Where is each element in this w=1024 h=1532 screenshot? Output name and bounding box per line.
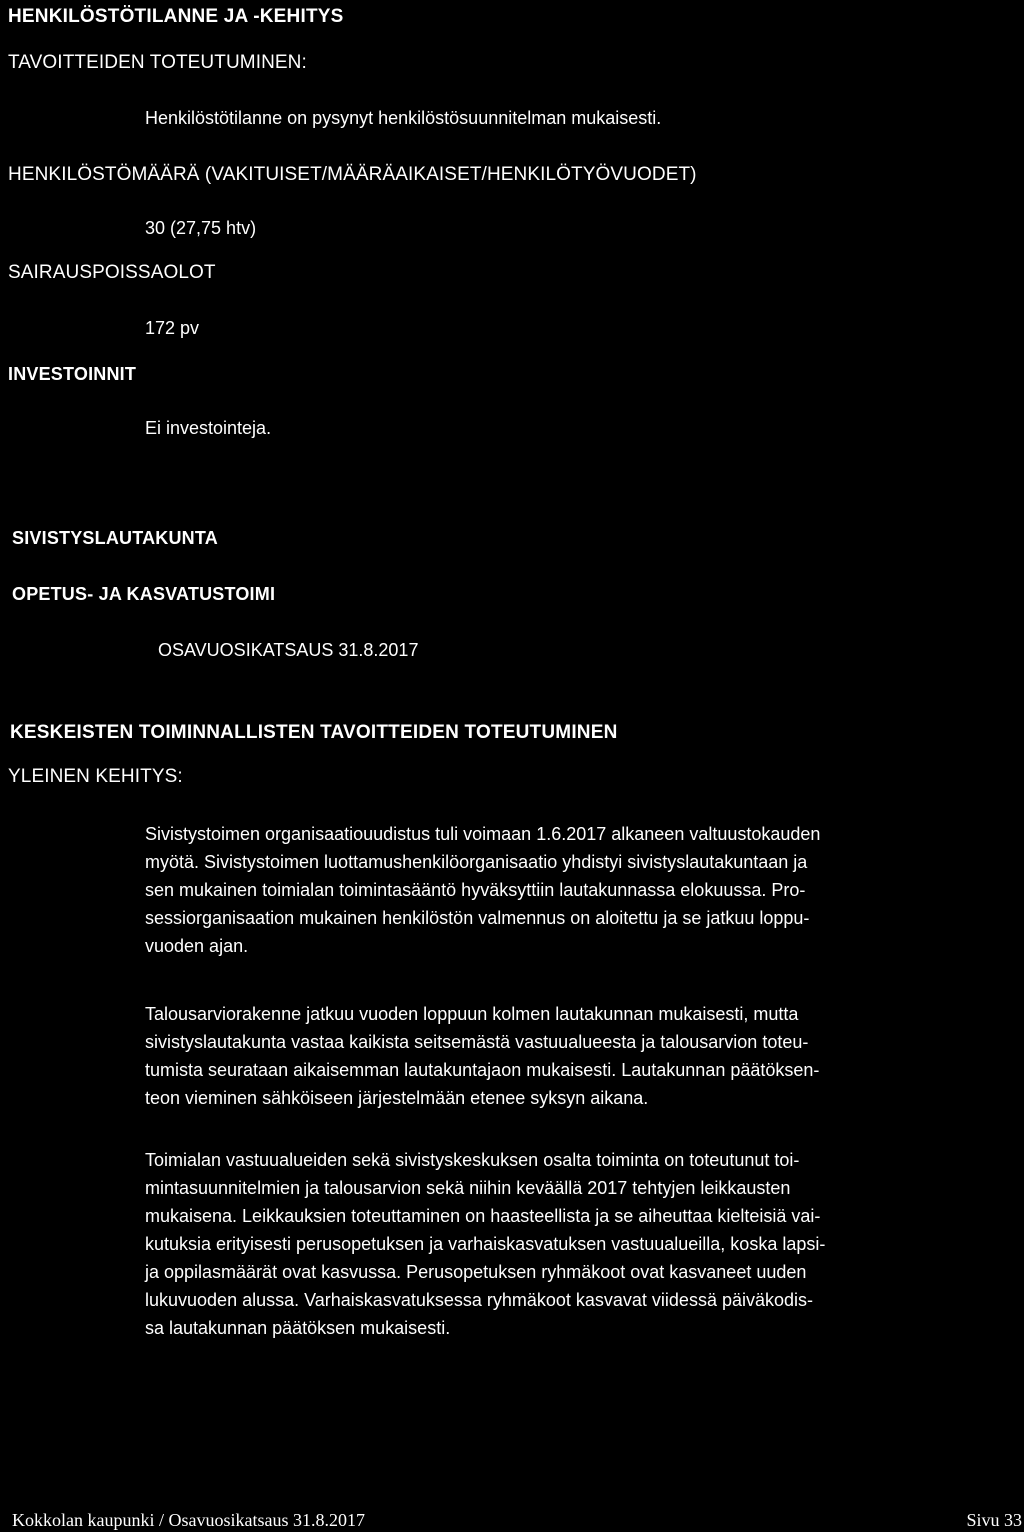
section-heading-henkilosto: HENKILÖSTÖTILANNE JA -KEHITYS xyxy=(8,6,344,27)
investments-value: Ei investointeja. xyxy=(145,418,272,438)
staff-count-label: HENKILÖSTÖMÄÄRÄ (VAKITUISET/MÄÄRÄAIKAISET/HENKILÖTYÖVUODET) xyxy=(8,164,697,185)
staff-count-value: 30 (27,75 htv) xyxy=(145,218,257,238)
unit-heading: OPETUS- JA KASVATUSTOIMI xyxy=(12,584,276,604)
goals-heading: KESKEISTEN TOIMINNALLISTEN TAVOITTEIDEN TOTEUTUMINEN xyxy=(10,722,618,743)
sick-leave-label: SAIRAUSPOISSAOLOT xyxy=(8,262,216,283)
goals-label: TAVOITTEIDEN TOTEUTUMINEN: xyxy=(8,52,307,73)
paragraph-1: Sivistystoimen organisaatiouudistus tuli voimaan 1.6.2017 alkaneen valtuustokauden myötä. Sivistystoimen luottamushenkilöorganisaatio yhdistyi sivistyslautakuntaan ja sen mukainen toimialan toimintasääntö hyväksyttiin lautakunnassa elokuussa. Pro- sessiorganisaation mukainen henkilöstön valmennus on aloitettu ja se jatkuu loppu- vuoden ajan. xyxy=(145,824,821,956)
report-title: OSAVUOSIKATSAUS 31.8.2017 xyxy=(158,640,419,660)
sick-leave-value: 172 pv xyxy=(145,318,200,338)
general-development-label: YLEINEN KEHITYS: xyxy=(8,766,183,787)
board-heading: SIVISTYSLAUTAKUNTA xyxy=(12,528,218,548)
page-number: Sivu 33 xyxy=(966,1510,1022,1530)
paragraph-3: Toimialan vastuualueiden sekä sivistyskeskuksen osalta toiminta on toteutunut toi- mintasuunnitelmien ja talousarvion sekä niihin keväällä 2017 tehtyjen leikkausten mukaisena. Leikkauksien toteuttaminen on haasteellista ja se aiheuttaa kielteisiä vai- kutuksia erityisesti perusopetuksen ja varhaiskasvatuksen vastuualueilla, koska lapsi- ja oppilasmäärät ovat kasvussa. Perusopetuksen ryhmäkoot ovat kasvaneet uuden lukuvuoden alussa. Varhaiskasvatuksessa ryhmäkoot kasvavat viidessä päiväkodis- sa lautakunnan päätöksen mukaisesti. xyxy=(145,1150,826,1338)
investments-label: INVESTOINNIT xyxy=(8,364,137,384)
paragraph-2: Talousarviorakenne jatkuu vuoden loppuun kolmen lautakunnan mukaisesti, mutta sivistyslautakunta vastaa kaikista seitsemästä vastuualueesta ja talousarvion toteu- tumista seurataan aikaisemman lautakuntajaon mukaisesti. Lautakunnan päätöksen- teon vieminen sähköiseen järjestelmään etenee syksyn aikana. xyxy=(145,1004,820,1108)
goals-text: Henkilöstötilanne on pysynyt henkilöstösuunnitelman mukaisesti. xyxy=(145,108,662,128)
footer-left: Kokkolan kaupunki / Osavuosikatsaus 31.8.2017 xyxy=(12,1510,365,1530)
